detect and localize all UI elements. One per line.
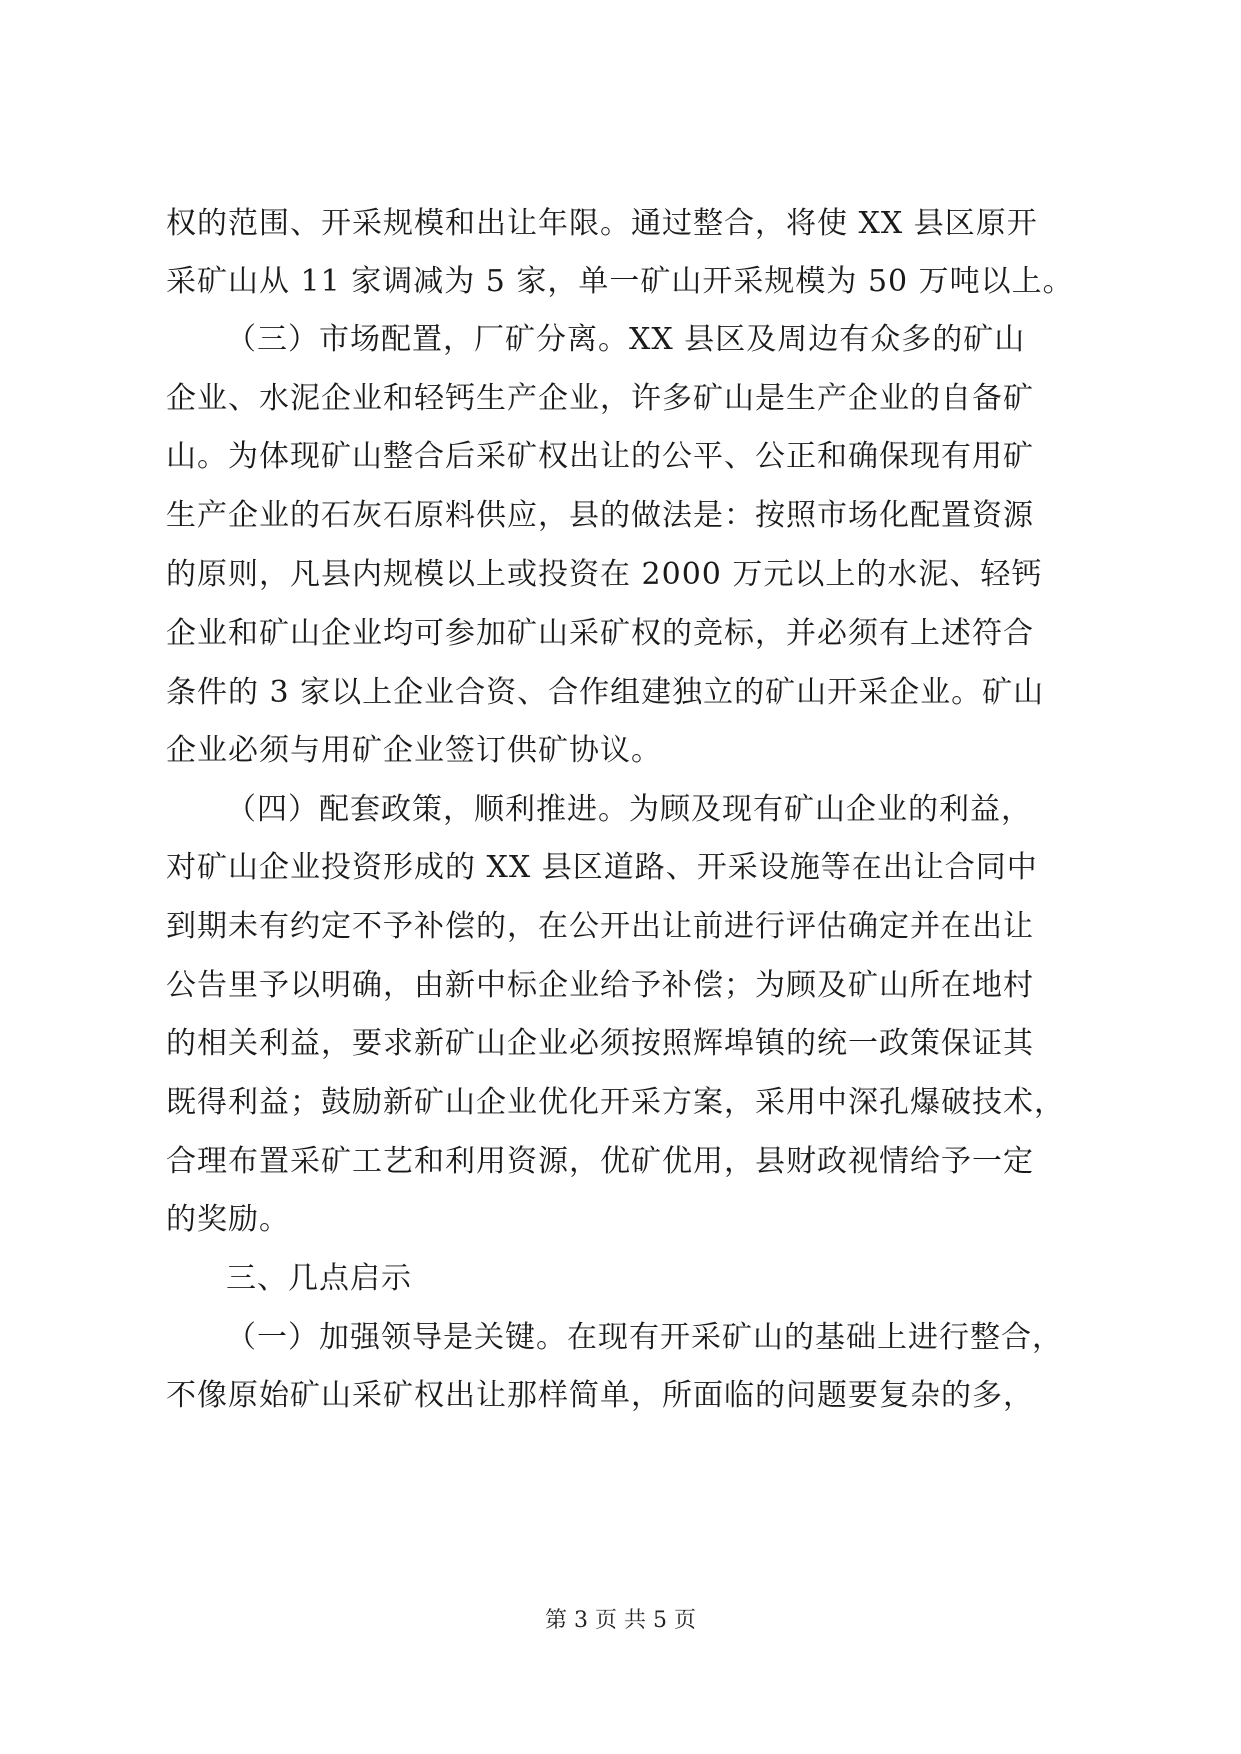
section-heading: 三、几点启示 xyxy=(226,1261,412,1296)
text-line: 的相关利益，要求新矿山企业必须按照辉埠镇的统一政策保证其 xyxy=(166,1026,1034,1061)
text-line: 到期未有约定不予补偿的，在公开出让前进行评估确定并在出让 xyxy=(166,909,1034,944)
text-line: 公告里予以明确，由新中标企业给予补偿；为顾及矿山所在地村 xyxy=(166,968,1034,1003)
text-line: 对矿山企业投资形成的 XX 县区道路、开采设施等在出让合同中 xyxy=(166,850,1038,885)
text-line: 合理布置采矿工艺和利用资源，优矿优用，县财政视情给予一定 xyxy=(166,1144,1034,1179)
text-line: 的奖励。 xyxy=(166,1202,290,1237)
paragraph-heading-line: （一）加强领导是关键。在现有开采矿山的基础上进行整合， xyxy=(226,1320,1063,1355)
text-line: 条件的 3 家以上企业合资、合作组建独立的矿山开采企业。矿山 xyxy=(166,675,1045,710)
text-line: 企业和矿山企业均可参加矿山采矿权的竞标，并必须有上述符合 xyxy=(166,616,1034,651)
page-number-footer: 第 3 页 共 5 页 xyxy=(545,1608,696,1633)
text-line: 既得利益；鼓励新矿山企业优化开采方案，采用中深孔爆破技术， xyxy=(166,1085,1065,1120)
text-line: 企业、水泥企业和轻钙生产企业，许多矿山是生产企业的自备矿 xyxy=(166,381,1034,416)
text-line: 权的范围、开采规模和出让年限。通过整合，将使 XX 县区原开 xyxy=(166,206,1038,241)
text-line: 采矿山从 11 家调减为 5 家，单一矿山开采规模为 50 万吨以上。 xyxy=(166,264,1074,299)
text-line: 企业必须与用矿企业签订供矿协议。 xyxy=(166,733,662,768)
paragraph-heading-line: （四）配套政策，顺利推进。为顾及现有矿山企业的利益， xyxy=(226,792,1032,827)
text-line: 生产企业的石灰石原料供应，县的做法是：按照市场化配置资源 xyxy=(166,498,1034,533)
text-line: 山。为体现矿山整合后采矿权出让的公平、公正和确保现有用矿 xyxy=(166,439,1034,474)
text-line: 不像原始矿山采矿权出让那样简单，所面临的问题要复杂的多， xyxy=(166,1378,1034,1413)
text-line: 的原则，凡县内规模以上或投资在 2000 万元以上的水泥、轻钙 xyxy=(166,557,1043,592)
paragraph-heading-line: （三）市场配置，厂矿分离。XX 县区及周边有众多的矿山 xyxy=(226,322,1026,357)
